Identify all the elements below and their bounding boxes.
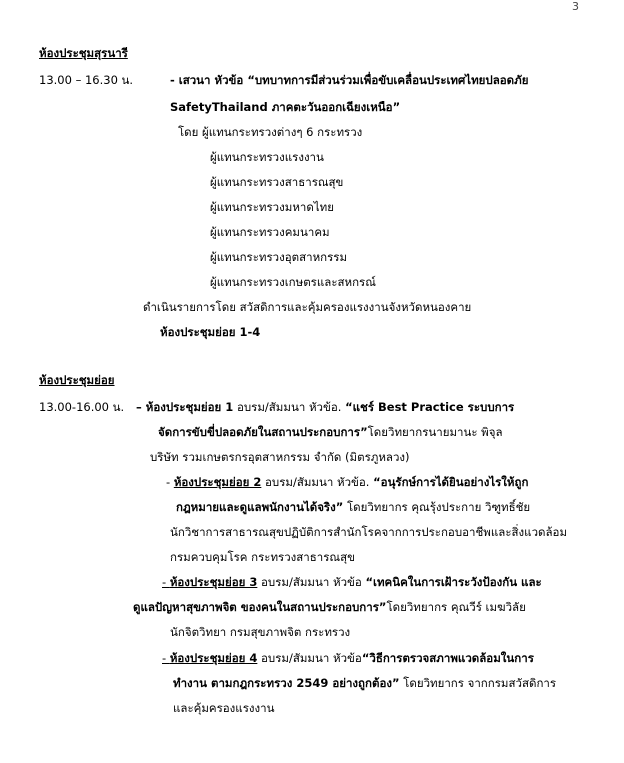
ministry-item: ผู้แทนกระทรวงคมนาคม: [210, 225, 330, 239]
room3-line1: [162, 574, 542, 590]
room3-title: “เทคนิคในการเฝ้าระวังป้องกัน และ: [365, 575, 542, 589]
room4-name: ห้องประชุมย่อย 4: [169, 651, 258, 665]
speakers-intro: โดย ผู้แทนกระทรวงต่างๆ 6 กระทรวง: [178, 125, 363, 139]
room2-line2: [176, 499, 530, 515]
room2-desc: อบรม/สัมมนา หัวข้อ.: [261, 475, 374, 489]
room4-title: “วิธีการตรวจสภาพแวดล้อมในการ: [361, 651, 534, 665]
session-time: 13.00-16.00 น.: [39, 400, 125, 414]
bullet-dash: -: [166, 475, 174, 489]
room1-line2: [158, 424, 503, 440]
ministry-item: ผู้แทนกระทรวงเกษตรและสหกรณ์: [210, 275, 376, 289]
room3-title-cont: ดูแลปัญหาสุขภาพจิต ของคนในสถานประกอบการ”: [133, 600, 387, 614]
talk-title-line2: SafetyThailand ภาคตะวันออกเฉียงเหนือ”: [170, 100, 401, 114]
room3-name: ห้องประชุมย่อย 3: [169, 575, 258, 589]
room2-line3: นักวิชาการสาธารณสุขปฏิบัติการสำนักโรคจากการประกอบอาชีพและสิ่งแวดล้อม: [170, 525, 568, 539]
subrooms-label: ห้องประชุมย่อย 1-4: [160, 325, 261, 339]
ministry-item: ผู้แทนกระทรวงสาธารณสุข: [210, 175, 344, 189]
moderator-line: ดำเนินรายการโดย สวัสดิการและคุ้มครองแรงงานจังหวัดหนองคาย: [143, 300, 472, 314]
room1-line1: [136, 399, 514, 415]
bullet-dash: -: [162, 651, 170, 665]
room4-line3: และคุ้มครองแรงงาน: [173, 701, 275, 715]
room3-line3: นักจิตวิทยา กรมสุขภาพจิต กระทรวง: [170, 625, 351, 639]
room1-name: ห้องประชุมย่อย 1: [145, 400, 234, 414]
bullet-dash: -: [162, 575, 170, 589]
page-number: 3: [572, 0, 579, 13]
ministry-item: ผู้แทนกระทรวงมหาดไทย: [210, 200, 334, 214]
room4-speaker: โดยวิทยากร จากกรมสวัสดิการ: [399, 676, 557, 690]
section-heading-suranaree: ห้องประชุมสุรนารี: [39, 46, 128, 60]
room2-line1: [166, 474, 528, 490]
session-time: 13.00 – 16.30 น.: [39, 73, 134, 87]
room1-line3: บริษัท รวมเกษตรกรอุตสาหกรรม จำกัด (มิตรภูหลวง): [150, 450, 410, 464]
ministry-item: ผู้แทนกระทรวงแรงงาน: [210, 150, 324, 164]
room4-line1: [162, 650, 534, 666]
room1-title: “แชร์ Best Practice ระบบการ: [345, 400, 515, 414]
room4-line2: [173, 675, 556, 691]
room3-line2: [133, 599, 526, 615]
room1-speaker: โดยวิทยากรนายมานะ พิจุล: [367, 425, 503, 439]
room2-line4: กรมควบคุมโรค กระทรวงสาธารณสุข: [170, 550, 355, 564]
room4-title-cont: ทำงาน ตามกฎกระทรวง 2549 อย่างถูกต้อง”: [173, 676, 400, 690]
bullet-dash: –: [136, 400, 146, 414]
room2-speaker: โดยวิทยากร คุณรุ้งประกาย วิฑูทธิ์ชัย: [343, 500, 531, 514]
room3-speaker: โดยวิทยากร คุณวีร์ เมฆวิลัย: [386, 600, 526, 614]
room2-title: “อนุรักษ์การได้ยินอย่างไรให้ถูก: [373, 475, 529, 489]
room2-title-cont: กฎหมายและดูแลพนักงานได้จริง”: [176, 500, 344, 514]
room2-name: ห้องประชุมย่อย 2: [173, 475, 262, 489]
talk-title-line1: - เสวนา หัวข้อ “บทบาทการมีส่วนร่วมเพื่อขับเคลื่อนประเทศไทยปลอดภัย: [170, 73, 529, 87]
room1-desc: อบรม/สัมมนา หัวข้อ.: [233, 400, 346, 414]
ministry-item: ผู้แทนกระทรวงอุตสาหกรรม: [210, 250, 348, 264]
room4-desc: อบรม/สัมมนา หัวข้อ: [257, 651, 362, 665]
section-heading-subrooms: ห้องประชุมย่อย: [39, 373, 115, 387]
room3-desc: อบรม/สัมมนา หัวข้อ: [257, 575, 366, 589]
room1-title-cont: จัดการขับขี่ปลอดภัยในสถานประกอบการ”: [158, 425, 368, 439]
